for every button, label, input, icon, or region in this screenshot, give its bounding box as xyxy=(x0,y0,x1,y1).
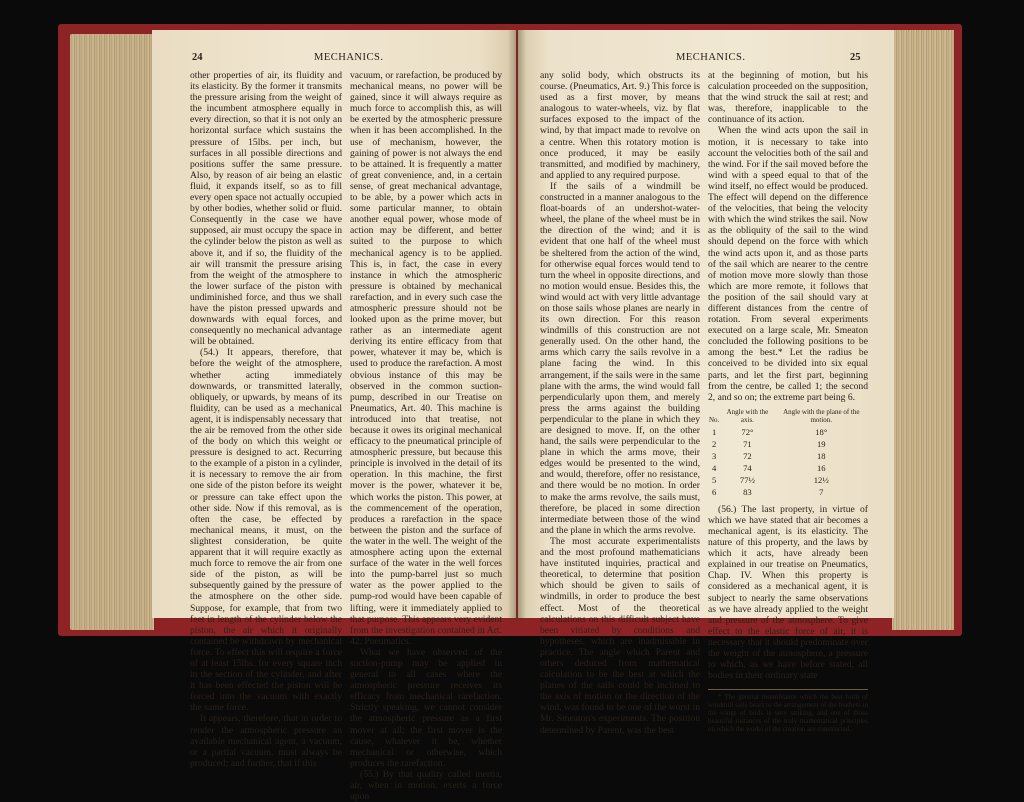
paragraph: When the wind acts upon the sail in motion, it is necessary to take into account the velocities both of the sail and the wind. For if the sail moved before the wind with a speed equal to that of the wind itself, no effect would be produced. The effect will depend on the difference of the velocities, that being the velocity with which the wind strikes the sail. Now as the obliquity of the sail to the wind should depend on the force with which the wind acts upon it, and as those parts of the sail which are nearer to the centre of motion move more slowly than those which are more remote, it follows that the position of the sail should vary at different distances from the centre of rotation. From several experiments executed on a large scale, Mr. Smeaton concluded the following positions to be among the best.* Let the radius be conceived to be divided into six equal parts, and let the first part, beginning from the centre, be called 1; the second 2, and so on; the extreme part being 6. xyxy=(708,125,868,403)
paragraph: (56.) The last property, in virtue of which we have stated that air becomes a mechanical agent, is its elasticity. The nature of this property, and the laws by which it acts, have already been explained in our treatise on Pneumatics, Chap. IV. When this property is considered as a mechanical agent, it is subject to nearly the same observations as we have already applied to the weight and pressure of the atmosphere. To give effect to the elastic force of air, it is necessary that it should predominate over the weight of the atmosphere, a pressure to which, as we have before stated, all bodies in their ordinary state xyxy=(708,503,868,682)
right-page xyxy=(518,30,894,736)
right-page-column-1 xyxy=(540,70,700,736)
table-cell: 83 xyxy=(743,486,752,497)
table-cell: 72° xyxy=(741,426,754,437)
paragraph: If the sails of a windmill be constructed in a manner analogous to the float-boards of an undershot-water-wheel, the plane of the wheel must be in the direction of the wind; and it is evident that one half of the wheel must be sheltered from the action of the wind, for otherwise equal forces would tend to turn the wheel in opposite directions, and no motion would ensue. Besides this, the wind would act with very little advantage on those sails whose planes are nearly in its own direction. For this reason windmills of this construction are not generally used. On the other hand, the arms which carry the sails revolve in a plane facing the wind. In this arrangement, if the sails were in the same plane with the arms, the wind would fall perpendicularly upon them, and merely press the arms against the building perpendicular to the plane in which they are designed to move. If, on the other hand, the sails were perpendicular to the plane in which the arms move, their edges would be presented to the wind, and would, therefore, offer no resistance, and there would be no motion. In order to make the arms revolve, the sails must, therefore, be placed in some direction intermediate between those of the wind and the plane in which the arms revolve. xyxy=(540,180,700,536)
right-page-edges xyxy=(892,30,954,630)
table-cell: 4 xyxy=(712,462,717,473)
table-header: No. xyxy=(709,415,720,424)
table-cell: 19 xyxy=(816,438,826,449)
table-cell: 7 xyxy=(819,486,824,497)
table-cell: 72 xyxy=(743,450,752,461)
table-row xyxy=(708,462,868,474)
page-number: 25 xyxy=(850,52,861,63)
table-header: Angle with the plane of the motion. xyxy=(783,407,860,424)
paragraph: (55.) By that quality called inertia, air, when in motion, exerts a force upon xyxy=(350,768,502,802)
table-cell: 5 xyxy=(712,474,717,485)
paragraph: The most accurate experimentalists and the most profound mathematicians have instituted inquiries, practical and theoretical, to determine that position which should be given to sails of windmills, in order to produce the best effect. Most of the theoretical calculations on this difficult subject have been vitiated by conditions and hypotheses, which are inadmissible in practice. The angle which Parent and others deduced from mathematical calculation to be the best at which the planes of the sails could be inclined to the axis of motion or the direction of the wind, was found to be one of the worst in Mr. Smeaton's experiments. The position determined by Parent, was the best xyxy=(540,535,700,736)
left-page-edges xyxy=(70,34,154,630)
left-page-column-2 xyxy=(350,70,502,802)
table-cell: 1 xyxy=(712,426,717,437)
table-cell: 77½ xyxy=(739,474,755,485)
table-cell: 2 xyxy=(712,438,717,449)
page-number: 24 xyxy=(192,52,203,63)
table-cell: 18 xyxy=(816,450,826,461)
footnote-text: * The general resemblance which the best form of windmill sails bears to the arrangement of the feathers in the wings of birds is very striking, and one of those beautiful instances of the truly mathematical principles on which the works of the creation are constructed. xyxy=(708,693,868,734)
running-head: MECHANICS. xyxy=(314,52,384,63)
table-row xyxy=(708,426,868,438)
footnote xyxy=(708,689,868,733)
paragraph: It appears, therefore, that in order to render the atmospheric pressure an available mechanical agent, a vacuum, or a partial vacuum, must always be produced; and further, that if this xyxy=(190,713,342,769)
table-cell: 6 xyxy=(712,486,717,497)
table-row xyxy=(708,438,868,450)
table-cell: 18° xyxy=(815,426,828,437)
paragraph: other properties of air, its fluidity and its elasticity. By the former it transmits the pressure arising from the weight of the incumbent atmosphere equally in every direction, so that it is not only an horizontal surface which sustains the pressure of 15lbs. per inch, but surfaces in all possible directions and positions suffer the same pressure. Also, by reason of air being an elastic fluid, it expands itself, so as to fill every open space not actually occupied by other bodies, whether solid or fluid. Consequently in the case we have supposed, air must occupy the space in the cylinder below the piston as well as above it, and if so, the fluidity of the air will transmit the pressure arising from the weight of the atmosphere to the lower surface of the piston with undiminished force, and thus we shall have the piston pressed upwards and downwards with equal forces, and consequently no mechanical advantage will be obtained. xyxy=(190,70,342,348)
left-page-column-1 xyxy=(190,70,342,769)
paragraph: at the beginning of motion, but his calculation proceeded on the supposition, that the wind struck the sail at rest; and was, therefore, inapplicable to the continuance of its action. xyxy=(708,70,868,126)
table-row xyxy=(708,474,868,486)
running-head: MECHANICS. xyxy=(676,52,746,63)
paragraph: What we have observed of the suction-pump may be applied in general to all cases where the atmospheric pressure receives its efficacy from mechanical rarefaction. Strictly speaking, we cannot consider the atmospheric pressure as a first mover at all; the first mover is the cause, whatever it be, whether mechanical or otherwise, which produces the rarefaction. xyxy=(350,646,502,769)
table-row xyxy=(708,486,868,498)
table-cell: 12½ xyxy=(813,474,829,485)
table-cell: 74 xyxy=(743,462,752,473)
table-cell: 71 xyxy=(743,438,752,449)
book-gutter-shadow xyxy=(508,30,526,620)
table-header: Angle with the axis. xyxy=(726,407,769,424)
table-cell: 16 xyxy=(816,462,826,473)
right-page-column-2 xyxy=(708,70,868,733)
paragraph: (54.) It appears, therefore, that before the weight of the atmosphere, whether acting immediately downwards, or transmitted laterally, obliquely, or upwards, by means of its fluidity, can be used as a mechanical agent, it is indispensably necessary that the air be removed from the other side of the body on which this weight or pressure is designed to act. Recurring to the example of a piston in a cylinder, it is necessary to remove the air from one side of the piston before its weight or pressure can take effect upon the other side. Now if this removal, as is often the case, be effected by mechanical means, it must, on the slightest consideration, be quite apparent that it will require exactly as much force to remove the air from one side of the piston, as will be subsequently gained by the pressure of the atmosphere on the other side. Suppose, for example, that from two feet in length of the cylinder below the piston, the air which it originally contained be withdrawn by mechanical force. To effect this will require a force of at least 15lbs. for every square inch in the section of the cylinder, and after it has been effected the piston will be forced into the vacuum with exactly the same force. xyxy=(190,347,342,714)
left-page xyxy=(152,30,516,802)
paragraph: vacuum, or rarefaction, be produced by mechanical means, no power will be gained, since it will always require as much force to accomplish this, as will be exerted by the atmospheric pressure when it has been accomplished. In the use of mechanism, however, the gaining of power is not always the end to be attained. It is frequently a matter of great convenience, and, in a certain sense, of great mechanical advantage, to be able, by a power which acts in some particular manner, to obtain another equal power, whose mode of action may be different, and better suited to the purpose to which mechanical agency is to be applied. This is, in fact, the case in every instance in which the atmospheric pressure is obtained by mechanical rarefaction, and in every such case the atmospheric pressure should not be looked upon as the prime mover, but rather as an intermediate agent deriving its entire efficacy from that power, whatever it may be, which is used to produce the rarefaction. A most obvious instance of this may be observed in the common suction-pump, described in our Treatise on Pneumatics, Art. 40. This machine is introduced into that treatise, not because it owes its original mechanical efficacy to the pneumatical principle of atmospheric pressure, but because this principle is involved in the detail of its operation. In this machine, the first mover is the power, whatever it be, which works the piston. This power, at the commencement of the operation, produces a rarefaction in the space between the piston and the surface of the water in the well. The weight of the atmosphere acting upon the external surface of the water in the well forces into the pump-barrel just so much water as the power applied to the pump-rod would have been capable of lifting, were it immediately applied to that purpose. This appears very evident from the investigation contained in Art. 42. Pneumatics. xyxy=(350,70,502,647)
table-row xyxy=(708,450,868,462)
table-cell: 3 xyxy=(712,450,717,461)
sail-angle-table xyxy=(708,407,868,498)
paragraph: any solid body, which obstructs its course. (Pneumatics, Art. 9.) This force is used as a first mover, by means analogous to water-wheels, viz. by flat surfaces exposed to the impact of the wind, by that impact made to revolve on a centre. When this rotatory motion is once produced, it may be easily transmitted, and modified by machinery, and applied to any required purpose. xyxy=(540,70,700,181)
